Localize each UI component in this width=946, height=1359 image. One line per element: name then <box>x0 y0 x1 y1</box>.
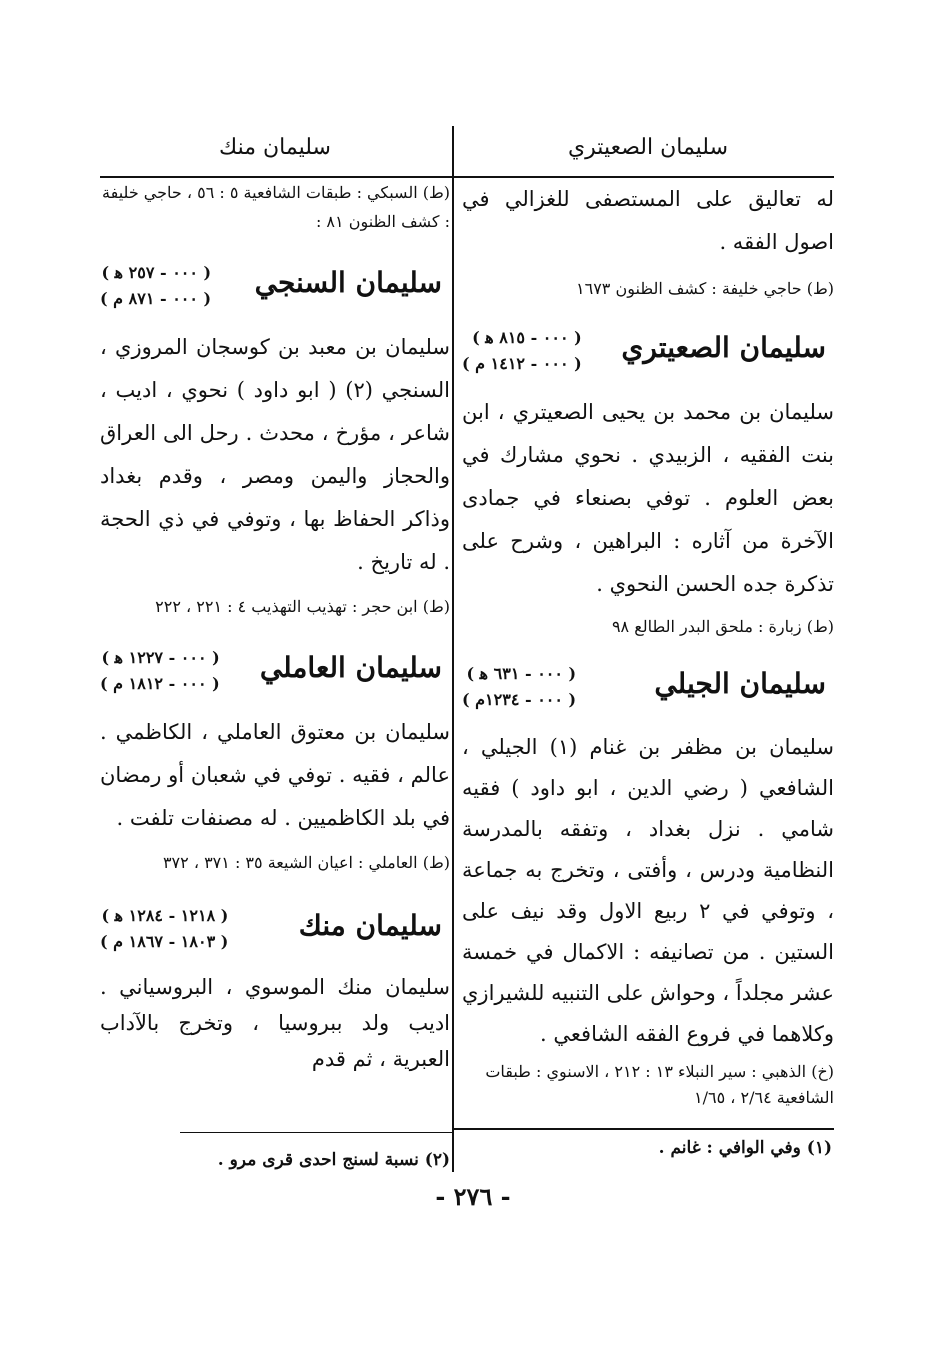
entry-ref: (خ) الذهبي : سير النبلاء ١٣ : ٢١٢ ، الاسنوي : طبقات الشافعية ٢/٦٤ ، ١/٦٥ <box>485 1062 834 1107</box>
entry-heading <box>100 901 450 963</box>
entry-name: سليمان الصعيتري <box>621 331 826 364</box>
footnote-left: (٢) نسبة لسنج احدى قرى مرو . <box>217 1150 450 1170</box>
right-column <box>462 128 834 1111</box>
entry-body: سليمان بن محمد بن يحيى الصعيتري ، ابن بنت الفقيه ، الزبيدي . نحوي مشارك في بعض العلوم . توفي بصنعاء في جمادى الآخرة من آثاره : البراهين ، وشرح على تذكرة جده الحسن النحوي . <box>462 400 834 596</box>
left-intro-ref: (ط) السبكي : طبقات الشافعية ٥ : ٥٦ ، حاجي خليفة : كشف الظنون ٨١ : <box>102 183 450 231</box>
column-divider <box>452 126 454 1172</box>
entry-ref: (ط) زبارة : ملحق البدر الطالع ٩٨ <box>611 617 834 636</box>
entry-name: سليمان العاملي <box>259 651 442 684</box>
footnote-rule-left <box>180 1132 452 1133</box>
entry-heading <box>462 659 834 721</box>
date-miladi: ( ٠٠٠ - ١٨١٢ م ) <box>100 674 220 693</box>
entry-name: سليمان منك <box>298 909 442 942</box>
entry-dates <box>100 260 211 312</box>
right-intro-ref: (ط) حاجي خليفة : كشف الظنون ١٦٧٣ <box>576 279 834 298</box>
entry-dates <box>462 325 582 377</box>
footnote-rule-right <box>454 1128 834 1130</box>
date-miladi: ( ٠٠٠ - ٨٧١ م ) <box>100 289 212 308</box>
page-number: - ٢٧٦ - <box>435 1182 511 1211</box>
date-hijri: ( ٠٠٠ - ١٢٢٧ ﻫ ) <box>101 648 220 667</box>
right-intro: له تعاليق على المستصفى للغزالي في اصول الفقه . <box>462 187 834 254</box>
entry-body: سليمان منك الموسوي ، البروسياني . اديب ولد ببروسيا ، وتخرج بالآداب العبرية ، ثم قدم <box>100 975 450 1071</box>
running-header-right: سليمان الصعيتري <box>567 135 729 160</box>
date-miladi: ( ٠٠٠ - ١٢٣٤م ) <box>462 690 577 709</box>
entry-heading <box>100 258 450 320</box>
entry-name: سليمان السنجي <box>254 266 442 299</box>
entry-dates <box>100 903 228 955</box>
left-column <box>100 128 450 1077</box>
date-hijri: ( ٠٠٠ - ٨١٥ ﻫ ) <box>472 328 582 347</box>
entry-body: سليمان بن معبد بن كوسجان المروزي ، السنجي (٢) ( ابو داود ) نحوي ، اديب ، شاعر ، مؤرخ ، محدث . رحل الى العراق والحجاز واليمن ومصر ، وقدم بغداد وذاكر الحفاظ بها ، وتوفي في ذي الحجة . له تاريخ . <box>100 335 450 574</box>
entry-body: سليمان بن معتوق العاملي ، الكاظمي . عالم ، فقيه . توفي في شعبان أو رمضان في بلد الكاظميين . له مصنفات تلفت . <box>100 720 450 830</box>
date-miladi: ( ١٨٠٣ - ١٨٦٧ م ) <box>100 932 229 951</box>
entry-dates <box>100 645 220 697</box>
entry-body: سليمان بن مظفر بن غنام (١) الجيلي ، الشافعي ( رضي الدين ، ابو داود ) فقيه شامي . نزل بغداد ، وتفقه بالمدرسة النظامية ودرس ، وأفتى ، وتخرج به جماعة ، وتوفي في ٢ ربيع الاول وقد نيف على الستين . من تصانيفه : الاكمال في خمسة عشر مجلداً ، وحواش على التنبيه للشيرازي وكلاهما في فروع الفقه الشافعي . <box>462 735 834 1046</box>
entry-heading <box>100 643 450 705</box>
date-hijri: ( ٠٠٠ - ٢٥٧ ﻫ ) <box>101 263 212 282</box>
entry-heading <box>462 323 834 385</box>
entry-ref: (ط) ابن حجر : تهذيب التهذيب ٤ : ٢٢١ ، ٢٢٢ <box>155 597 450 616</box>
running-header-left: سليمان منك <box>219 135 331 160</box>
entry-name: سليمان الجيلي <box>654 667 826 700</box>
date-hijri: ( ٠٠٠ - ٦٣١ ﻫ ) <box>466 664 577 683</box>
date-hijri: ( ١٢١٨ - ١٢٨٤ ﻫ ) <box>101 906 229 925</box>
entry-dates <box>462 661 576 713</box>
footnote-right: (١) وفي الوافي : غانم . <box>658 1138 832 1158</box>
date-miladi: ( ٠٠٠ - ١٤١٢ م ) <box>462 354 582 373</box>
entry-ref: (ط) العاملي : اعيان الشيعة ٣٥ : ٣٧١ ، ٣٧٢ <box>162 853 450 872</box>
